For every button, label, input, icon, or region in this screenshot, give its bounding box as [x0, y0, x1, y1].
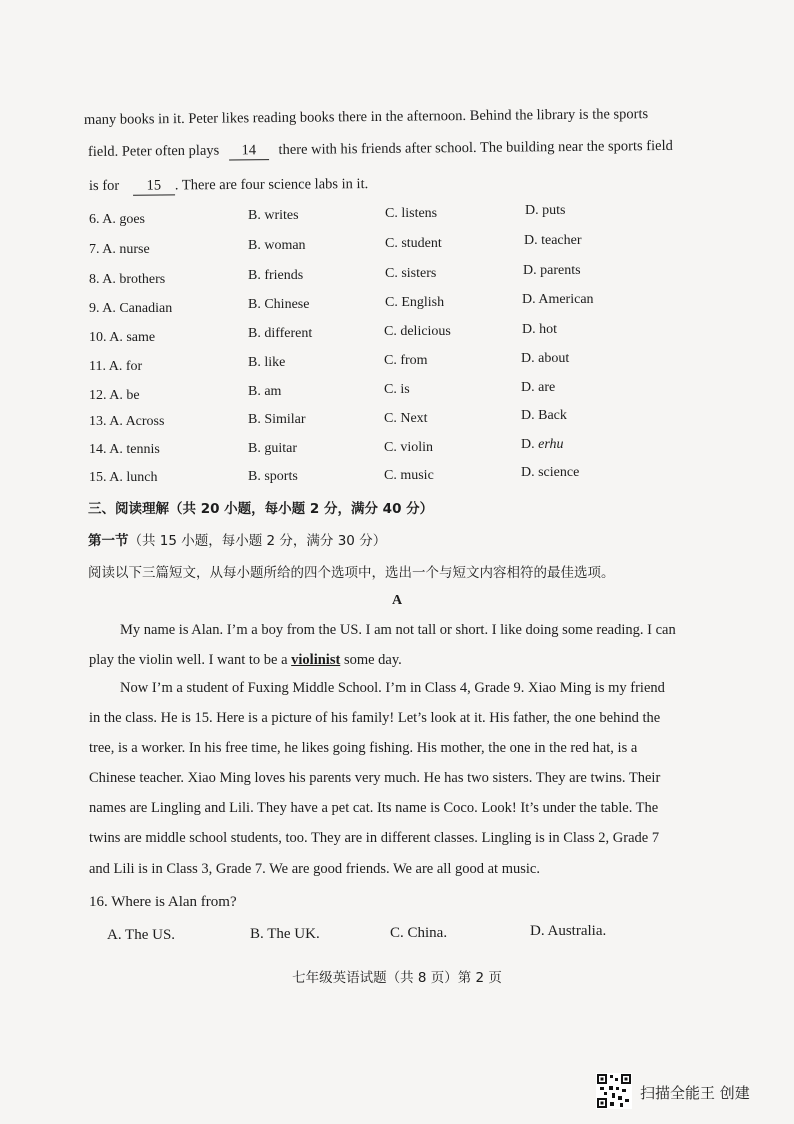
passage-text: some day.	[340, 652, 402, 668]
option-9b: B. Chinese	[248, 297, 310, 312]
passage-a-line	[89, 652, 402, 669]
passage-a-line: twins are middle school students, too. They are in different classes. Lingling is in Class 2, Grade 7	[89, 830, 660, 846]
option-14d-italic: erhu	[538, 437, 564, 452]
option-12c: C. is	[384, 382, 410, 397]
option-8b: B. friends	[248, 268, 304, 283]
option-10b: B. different	[248, 326, 313, 341]
option-8d: D. parents	[523, 263, 581, 278]
option-11d: D. about	[521, 351, 570, 366]
passage-text: field. Peter often plays	[87, 142, 220, 160]
blank-14: 14	[229, 142, 269, 160]
option-10d: D. hot	[522, 322, 557, 337]
option-7a: 7. A. nurse	[89, 242, 150, 257]
passage-line-2	[88, 138, 673, 162]
option-13b: B. Similar	[248, 412, 306, 427]
instructions: 阅读以下三篇短文，从每小题所给的四个选项中，选出一个与短文内容相符的最佳选项。	[88, 565, 615, 581]
part-heading-rest: （共 15 小题，每小题 2 分，满分 30 分）	[128, 533, 387, 549]
passage-line-3	[89, 176, 368, 196]
option-8c: C. sisters	[385, 266, 437, 281]
passage-a-line: and Lili is in Class 3, Grade 7. We are good friends. We are all good at music.	[89, 861, 540, 877]
option-6b: B. writes	[248, 208, 299, 223]
qr-code-icon	[596, 1073, 632, 1109]
passage-text: there with his friends after school. The building near the sports field	[278, 137, 673, 159]
option-8a: 8. A. brothers	[89, 272, 166, 287]
option-7d: D. teacher	[524, 233, 582, 248]
option-14d	[521, 437, 564, 453]
option-15a: 15. A. lunch	[89, 470, 158, 485]
option-14d-prefix: D.	[521, 437, 539, 452]
question-16-option-d: D. Australia.	[530, 923, 607, 939]
option-14c: C. violin	[384, 440, 434, 455]
part-heading	[88, 529, 386, 549]
passage-a-line: tree, is a worker. In his free time, he likes going fishing. His mother, the one in the red hat, is a	[89, 740, 638, 756]
option-12d: D. are	[521, 380, 556, 395]
option-15b: B. sports	[248, 469, 298, 484]
option-13d: D. Back	[521, 408, 567, 423]
option-9c: C. English	[385, 295, 445, 310]
option-6c: C. listens	[385, 206, 438, 221]
passage-text: play the violin well. I want to be a	[89, 652, 292, 668]
option-14a: 14. A. tennis	[89, 442, 160, 457]
part-heading-bold: 第一节	[88, 533, 129, 549]
option-9a: 9. A. Canadian	[89, 301, 173, 316]
option-12b: B. am	[248, 384, 282, 399]
option-10c: C. delicious	[384, 324, 451, 339]
page-footer: 七年级英语试题（共 8 页）第 2 页	[292, 970, 502, 986]
scanner-brand: 扫描全能王 创建	[640, 1084, 750, 1102]
passage-a-line: in the class. He is 15. Here is a picture of his family! Let’s look at it. His father, the one behind the	[89, 710, 661, 726]
option-7b: B. woman	[248, 238, 306, 253]
passage-a-line: names are Lingling and Lili. They have a pet cat. Its name is Coco. Look! It’s under the table. The	[89, 800, 659, 816]
passage-line-1: many books in it. Peter likes reading books there in the afternoon. Behind the library is the sports	[83, 106, 649, 128]
option-11c: C. from	[384, 353, 428, 368]
passage-label: A	[391, 593, 403, 608]
question-16-stem: 16. Where is Alan from?	[89, 894, 237, 910]
option-13c: C. Next	[384, 411, 428, 426]
option-14b: B. guitar	[248, 441, 297, 456]
passage-a-line: Chinese teacher. Xiao Ming loves his parents very much. He has two sisters. They are twins. Their	[89, 770, 661, 786]
option-15d: D. science	[521, 465, 580, 480]
option-6d: D. puts	[525, 203, 566, 218]
option-15c: C. music	[384, 468, 434, 483]
passage-text: . There are four science labs in it.	[174, 176, 369, 194]
underlined-word: violinist	[291, 652, 341, 668]
question-16-option-c: C. China.	[390, 925, 448, 941]
blank-15: 15	[133, 177, 175, 195]
option-13a: 13. A. Across	[89, 414, 165, 429]
question-16-option-a: A. The US.	[107, 927, 176, 943]
option-12a: 12. A. be	[89, 388, 140, 403]
passage-a-line: Now I’m a student of Fuxing Middle School. I’m in Class 4, Grade 9. Xiao Ming is my friend	[120, 680, 665, 696]
option-7c: C. student	[385, 236, 442, 251]
section-heading: 三、阅读理解（共 20 小题，每小题 2 分，满分 40 分）	[88, 501, 434, 517]
passage-a-line: My name is Alan. I’m a boy from the US. I am not tall or short. I like doing some reading. I can	[120, 622, 676, 638]
option-10a: 10. A. same	[89, 330, 156, 345]
question-16-option-b: B. The UK.	[250, 926, 320, 942]
option-11a: 11. A. for	[89, 359, 143, 374]
option-9d: D. American	[522, 292, 594, 307]
option-11b: B. like	[248, 355, 286, 370]
passage-text: is for	[88, 177, 120, 194]
option-6a: 6. A. goes	[89, 212, 145, 227]
